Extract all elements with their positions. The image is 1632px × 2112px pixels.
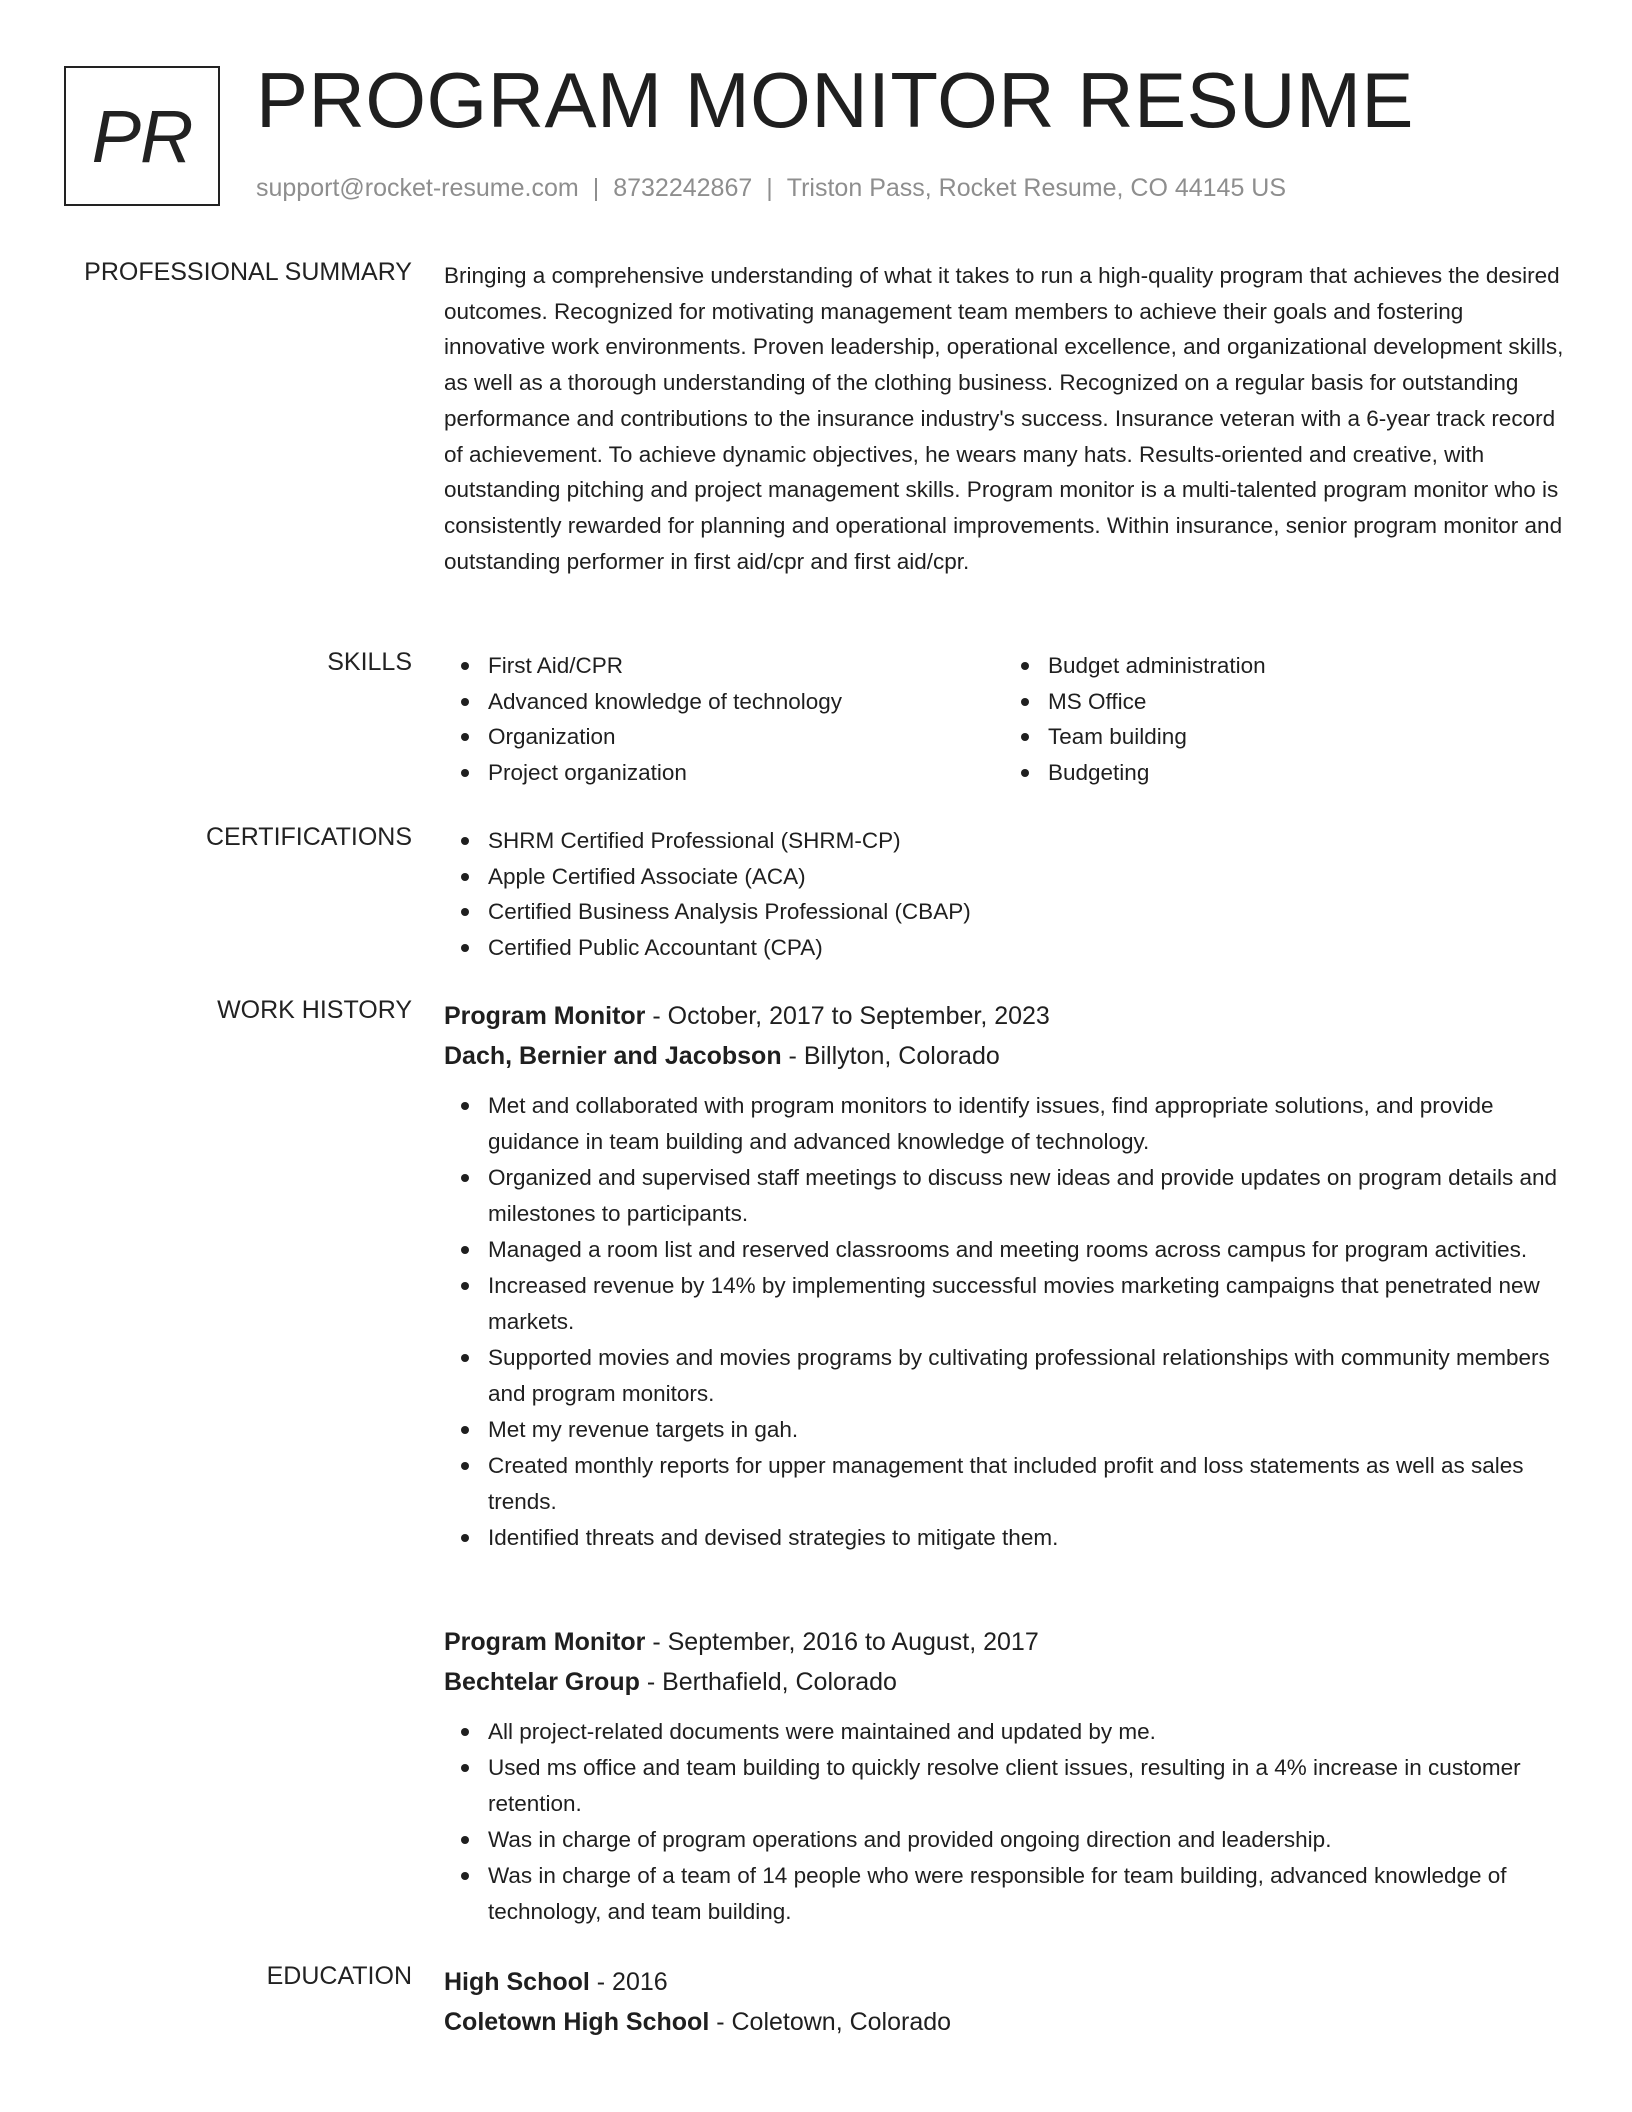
certifications-list <box>444 823 1564 966</box>
job-title: Program Monitor <box>444 1628 646 1656</box>
certification-item: Certified Public Accountant (CPA) <box>488 930 1564 966</box>
job-bullets <box>444 1714 1564 1930</box>
education-year: - 2016 <box>589 1968 668 1996</box>
education-school-line <box>444 2002 1564 2042</box>
job-bullet: Met and collaborated with program monitors to identify issues, find appropriate solutions, and provide guidance in team building and advanced knowledge of technology. <box>488 1088 1564 1160</box>
education-degree-line <box>444 1962 1564 2002</box>
section-label-certifications: CERTIFICATIONS <box>205 823 412 851</box>
job-bullet: Created monthly reports for upper management that included profit and loss statements as well as sales trends. <box>488 1448 1564 1520</box>
skills-list-right <box>1004 648 1564 791</box>
contact-address: Triston Pass, Rocket Resume, CO 44145 US <box>786 174 1287 202</box>
skill-item: Project organization <box>488 755 1004 791</box>
job-company-line <box>444 1662 1564 1702</box>
monogram-box <box>64 66 220 206</box>
skill-item: Advanced knowledge of technology <box>488 684 1004 720</box>
job-entry <box>444 996 1564 1556</box>
job-bullet: Increased revenue by 14% by implementing successful movies marketing campaigns that penetrated new markets. <box>488 1268 1564 1340</box>
education-location: - Coletown, Colorado <box>709 2008 952 2036</box>
job-company-line <box>444 1036 1564 1076</box>
job-company: Dach, Bernier and Jacobson <box>444 1042 782 1070</box>
education-school: Coletown High School <box>444 2008 710 2036</box>
job-company: Bechtelar Group <box>444 1668 640 1696</box>
skill-item: Budget administration <box>1048 648 1564 684</box>
summary-text: Bringing a comprehensive understanding of what it takes to run a high-quality program that achieves the desired outcomes. Recognized for motivating management team members to achieve their goals and fostering innovative work environments. Proven leadership, operational excellence, and organizational development skills, as well as a thorough understanding of the clothing business. Recognized on a regular basis for outstanding performance and contributions to the insurance industry's success. Insurance veteran with a 6-year track record of achievement. To achieve dynamic objectives, he wears many hats. Results-oriented and creative, with outstanding pitching and project management skills. Program monitor is a multi-talented program monitor who is consistently rewarded for planning and operational improvements. Within insurance, senior program monitor and outstanding performer in first aid/cpr and first aid/cpr. <box>444 263 1564 574</box>
certification-item: Certified Business Analysis Professional (CBAP) <box>488 894 1564 930</box>
contact-email: support@rocket-resume.com <box>256 174 579 202</box>
job-bullet: Was in charge of program operations and provided ongoing direction and leadership. <box>488 1822 1564 1858</box>
education-degree: High School <box>444 1968 590 1996</box>
job-bullet: Met my revenue targets in gah. <box>488 1412 1564 1448</box>
contact-line <box>256 174 1286 203</box>
contact-separator: | <box>766 174 773 202</box>
job-bullet: Was in charge of a team of 14 people who were responsible for team building, advanced knowledge of technology, and team building. <box>488 1858 1564 1930</box>
certification-item: Apple Certified Associate (ACA) <box>488 859 1564 895</box>
job-title-line <box>444 996 1564 1036</box>
job-bullet: Managed a room list and reserved classrooms and meeting rooms across campus for program activities. <box>488 1232 1564 1268</box>
job-bullet: Supported movies and movies programs by cultivating professional relationships with community members and program monitors. <box>488 1340 1564 1412</box>
section-label-summary: PROFESSIONAL SUMMARY <box>84 258 412 286</box>
page-title: PROGRAM MONITOR RESUME <box>256 56 1414 144</box>
contact-phone: 8732242867 <box>613 174 753 202</box>
section-label-education: EDUCATION <box>266 1962 412 1990</box>
skill-item: Organization <box>488 719 1004 755</box>
job-location: - Billyton, Colorado <box>781 1042 1000 1070</box>
job-bullet: Organized and supervised staff meetings to discuss new ideas and provide updates on program details and milestones to participants. <box>488 1160 1564 1232</box>
job-title-line <box>444 1622 1564 1662</box>
job-bullet: Identified threats and devised strategies to mitigate them. <box>488 1520 1564 1556</box>
skill-item: Budgeting <box>1048 755 1564 791</box>
job-bullets <box>444 1088 1564 1556</box>
job-entry <box>444 1622 1564 1930</box>
skills-list-left <box>444 648 1004 791</box>
job-location: - Berthafield, Colorado <box>639 1668 897 1696</box>
section-label-work-history: WORK HISTORY <box>217 996 412 1024</box>
job-dates: - October, 2017 to September, 2023 <box>645 1002 1050 1030</box>
job-bullet: All project-related documents were maintained and updated by me. <box>488 1714 1564 1750</box>
job-dates: - September, 2016 to August, 2017 <box>645 1628 1039 1656</box>
skill-item: Team building <box>1048 719 1564 755</box>
contact-separator: | <box>592 174 600 202</box>
skill-item: First Aid/CPR <box>488 648 1004 684</box>
section-label-skills: SKILLS <box>327 648 412 676</box>
certification-item: SHRM Certified Professional (SHRM-CP) <box>488 823 1564 859</box>
job-bullet: Used ms office and team building to quickly resolve client issues, resulting in a 4% increase in customer retention. <box>488 1750 1564 1822</box>
monogram-initials: PR <box>91 94 193 178</box>
job-title: Program Monitor <box>444 1002 646 1030</box>
skill-item: MS Office <box>1048 684 1564 720</box>
